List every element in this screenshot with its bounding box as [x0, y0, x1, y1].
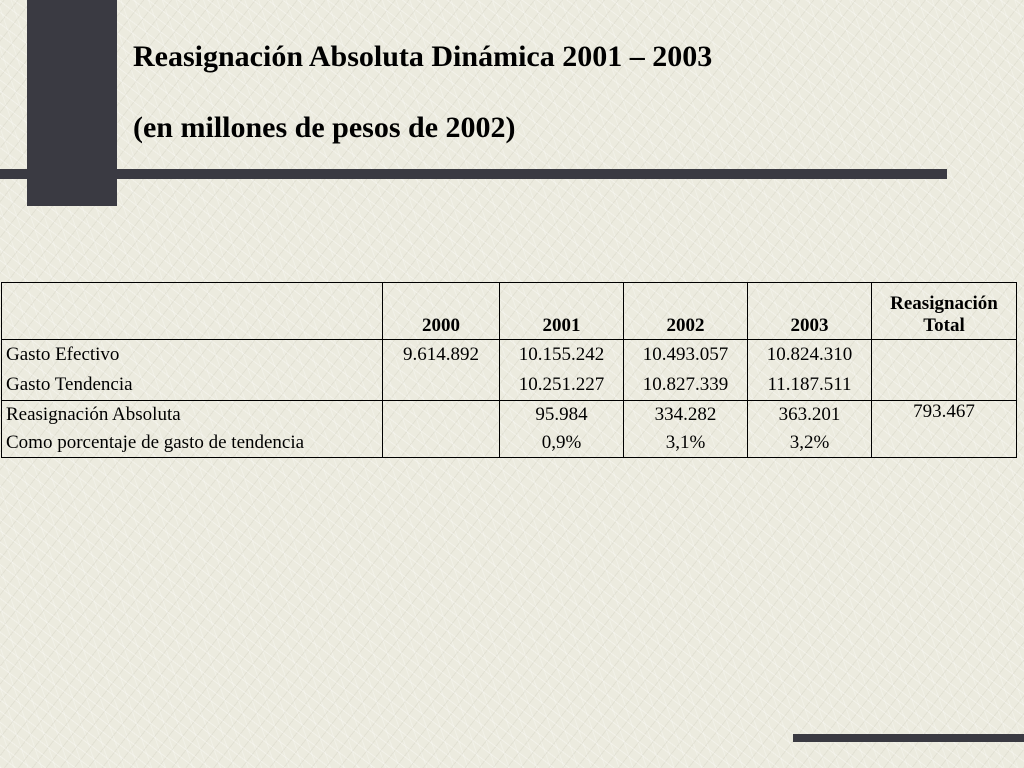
table-row-reasignacion-absoluta — [2, 401, 1017, 430]
table-row-gasto-efectivo — [2, 340, 1017, 371]
table-header-row — [2, 283, 1017, 340]
cell-2000 — [383, 370, 500, 401]
cell-2003: 363.201 — [748, 401, 872, 430]
cell-2002: 334.282 — [624, 401, 748, 430]
cell-total: 793.467 — [872, 401, 1017, 430]
cell-2001: 0,9% — [500, 429, 624, 458]
cell-2000 — [383, 401, 500, 430]
decorative-bottom-bar — [793, 734, 1024, 742]
cell-2002: 10.827.339 — [624, 370, 748, 401]
reallocation-table — [1, 282, 1017, 458]
cell-total — [872, 370, 1017, 401]
cell-2000: 9.614.892 — [383, 340, 500, 371]
header-total — [872, 283, 1017, 340]
table-row-gasto-tendencia — [2, 370, 1017, 401]
header-year-2000: 2000 — [383, 283, 500, 340]
row-label: Gasto Efectivo — [2, 340, 383, 371]
cell-2003: 3,2% — [748, 429, 872, 458]
header-year-2001: 2001 — [500, 283, 624, 340]
cell-total — [872, 429, 1017, 458]
cell-2001: 10.251.227 — [500, 370, 624, 401]
cell-2001: 10.155.242 — [500, 340, 624, 371]
slide-subtitle: (en millones de pesos de 2002) — [133, 111, 516, 144]
header-year-2002: 2002 — [624, 283, 748, 340]
cell-2003: 11.187.511 — [748, 370, 872, 401]
cell-2002: 10.493.057 — [624, 340, 748, 371]
cell-2002: 3,1% — [624, 429, 748, 458]
header-total-line2: Total — [923, 315, 965, 336]
row-label: Reasignación Absoluta — [2, 401, 383, 430]
header-year-2003: 2003 — [748, 283, 872, 340]
row-label: Gasto Tendencia — [2, 370, 383, 401]
table-row-porcentaje — [2, 429, 1017, 458]
cell-2003: 10.824.310 — [748, 340, 872, 371]
slide-title: Reasignación Absoluta Dinámica 2001 – 2003 — [133, 40, 713, 73]
header-label-cell — [2, 283, 383, 340]
header-total-line1: Reasignación — [890, 293, 998, 314]
row-label: Como porcentaje de gasto de tendencia — [2, 429, 383, 458]
cell-total — [872, 340, 1017, 371]
decorative-horizontal-bar — [0, 169, 947, 179]
cell-2001: 95.984 — [500, 401, 624, 430]
cell-2000 — [383, 429, 500, 458]
